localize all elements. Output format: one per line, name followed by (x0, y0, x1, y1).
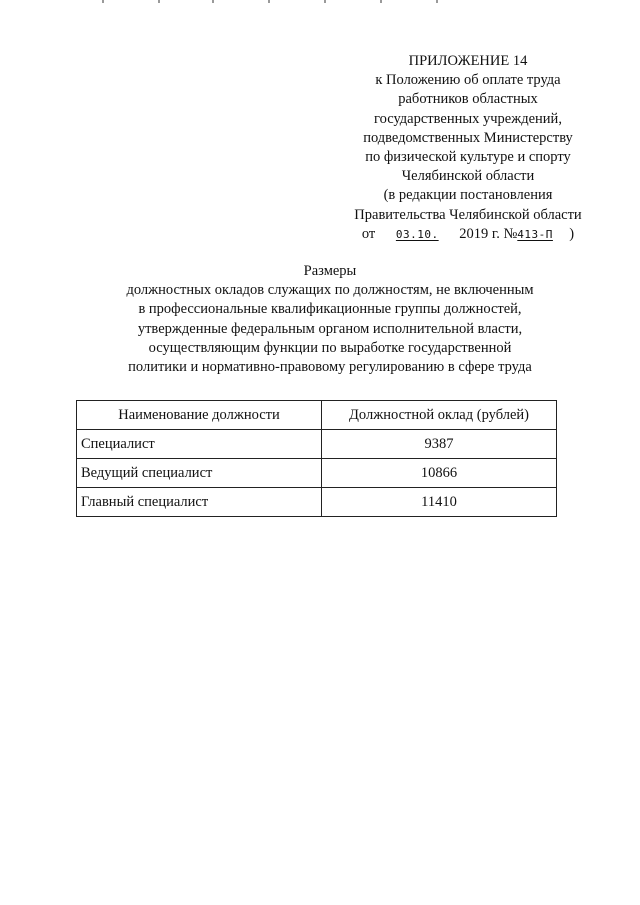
resolution-date-line (318, 225, 618, 244)
table-row (77, 488, 557, 517)
appendix-line: по физической культуре и спорту (365, 149, 571, 166)
heading-line: должностных окладов служащих по должностям, не включенным (126, 282, 534, 299)
closing-paren: ) (569, 225, 575, 242)
appendix-line: государственных учреждений, (374, 110, 562, 127)
position-cell: Ведущий специалист (77, 459, 322, 488)
header-salary: Должностной оклад (рублей) (322, 401, 557, 430)
table-row (77, 459, 557, 488)
appendix-title: ПРИЛОЖЕНИЕ 14 (408, 53, 528, 69)
resolution-number: 413-П (517, 227, 553, 241)
heading-line: в профессиональные квалификационные группы должностей, (138, 301, 522, 318)
appendix-line: подведомственных Министерству (363, 129, 573, 146)
appendix-line: Правительства Челябинской области (354, 206, 582, 223)
position-cell: Главный специалист (77, 488, 322, 517)
year-text: 2019 г. № (459, 225, 518, 242)
heading-line: политики и нормативно-правовому регулированию в сфере труда (128, 359, 532, 376)
appendix-line: (в редакции постановления (383, 187, 553, 204)
header-position: Наименование должности (77, 401, 322, 430)
salary-cell: 10866 (322, 459, 557, 488)
position-cell: Специалист (77, 430, 322, 459)
appendix-line: работников областных (398, 91, 538, 108)
salary-cell: 11410 (322, 488, 557, 517)
scan-edge-marks (100, 0, 480, 6)
document-heading (80, 262, 580, 377)
salary-table (76, 400, 557, 517)
heading-line: осуществляющим функции по выработке государственной (148, 339, 512, 356)
appendix-header (318, 52, 618, 244)
heading-line: утвержденные федеральным органом исполнительной власти, (137, 320, 523, 337)
date-prefix: от (361, 225, 376, 242)
heading-title: Размеры (303, 263, 357, 279)
salary-cell: 9387 (322, 430, 557, 459)
resolution-date: 03.10. (395, 227, 439, 241)
table-row (77, 430, 557, 459)
appendix-line: Челябинской области (401, 168, 535, 185)
appendix-line: к Положению об оплате труда (375, 72, 561, 89)
table-header-row (77, 401, 557, 430)
